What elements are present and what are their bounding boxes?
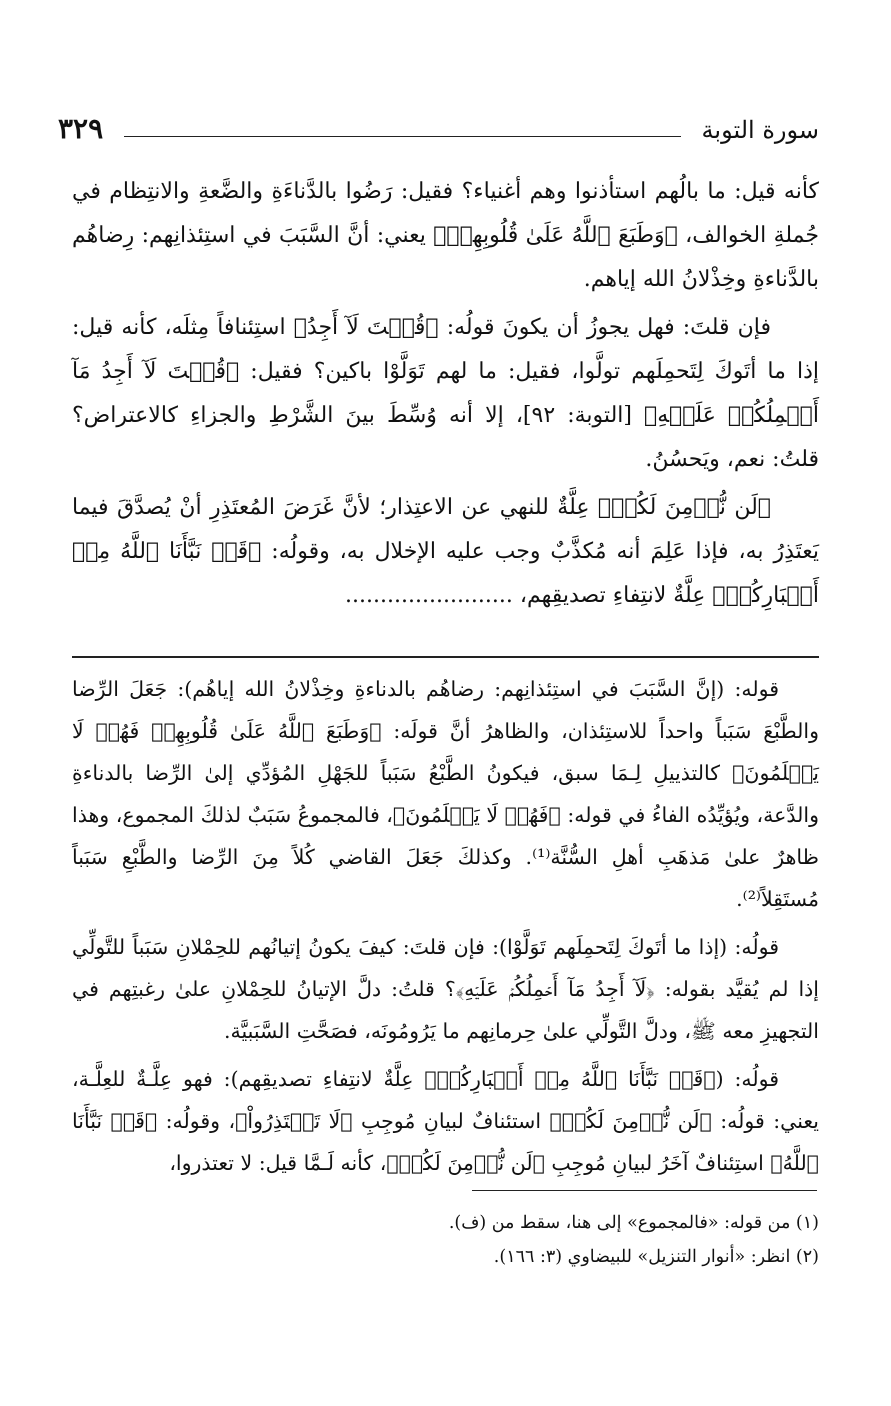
main-paragraph-3: ﴿لَن نُّؤۡمِنَ لَكُمۡ﴾ عِلَّةٌ للنهي عن الاعتِذار؛ لأنَّ غَرَضَ المُعتَذِرِ أنْ يُصدَّقَ فيما يَعتَذِرُ به، فإذا عَلِمَ أنه مُكذَّبٌ وجب عليه الإخلال به، وقولُه: ﴿قَدۡ نَبَّأَنَا ٱللَّهُ مِنۡ أَخۡبَارِكُمۡ﴾ عِلَّةٌ لانتِفاءِ تصديقِهم، ........................ <box>72 495 819 608</box>
footnote-2: (٢) انظر: «أنوار التنزيل» للبيضاوي (٣: ١٦٦). <box>493 1247 819 1267</box>
commentary-paragraph-2: قولُه: (إذا ما أتَوكَ لِتَحمِلَهم تَوَلَّوْا): فإن قلتَ: كيفَ يكونُ إتيانُهم للحِمْلانِ سَبَباً للتَّولِّي إذا لم يُقيَّد بقوله: ﴿لَآ أَجِدُ مَآ أَحۡمِلُكُمۡ عَلَيۡهِ﴾؟ قلتُ: دلَّ الإتيانُ للحِمْلانِ علىٰ رغبتِهم في التجهيزِ معه ﷺ، ودلَّ التَّولِّي علىٰ حِرمانِهم ما يَرُومُونَه، فصَحَّتِ السَّبَبيَّة. <box>72 935 819 1043</box>
commentary-paragraph-1: قوله: (إنَّ السَّبَبَ في استِئذانِهم: رضاهُم بالدناءةِ وخِذْلانُ الله إياهُم): جَعَلَ الرِّضا والطَّبْعَ سَبَباً واحداً للاستِئذان، والظاهرُ أنَّ قولَه: ﴿وَطَبَعَ ٱللَّهُ عَلَىٰ قُلُوبِهِمۡ فَهُمۡ لَا يَعۡلَمُونَ﴾ كالتذييلِ لِـمَا سبق، فيكونُ الطَّبْعُ سَبَباً للجَهْلِ المُؤدِّي إلىٰ الرِّضا بالدناءةِ والدَّعة، ويُؤيِّدُه الفاءُ في قوله: ﴿فَهُمۡ لَا يَعۡلَمُونَ﴾، فالمجموعُ سَبَبٌ لذلكَ المجموع، وهذا ظاهرٌ علىٰ مَذهَبِ أهلِ السُّنَّة⁽¹⁾. وكذلكَ جَعَلَ القاضي كُلاً مِنَ الرِّضا والطَّبْعِ سَبَباً مُستَقِلاً⁽²⁾. <box>72 677 819 911</box>
main-paragraph-2: فإن قلتَ: فهل يجوزُ أن يكونَ قولُه: ﴿قُلۡتَ لَآ أَجِدُ﴾ استِئنافاً مِثلَه، كأنه قيل: إذا ما أتَوكَ لِتَحمِلَهم تولَّوا، فقيل: ما لهم تَوَلَّوْا باكين؟ فقيل: ﴿قُلۡتَ لَآ أَجِدُ مَآ أَحۡمِلُكُمۡ عَلَيۡهِ﴾ [التوبة: ٩٢]، إلا أنه وُسِّطَ بينَ الشَّرْطِ والجزاءِ كالاعتراض؟ قلتُ: نعم، ويَحسُنُ. <box>72 315 819 472</box>
main-text <box>72 170 819 622</box>
footnote-divider <box>472 1190 817 1191</box>
main-commentary-divider <box>72 656 819 658</box>
footnotes <box>72 1206 819 1274</box>
header-rule <box>124 136 681 137</box>
page-header <box>58 112 819 152</box>
footnote-1: (١) من قوله: «فالمجموع» إلى هنا، سقط من (ف). <box>448 1213 819 1233</box>
page-number: ٣٢٩ <box>58 112 104 145</box>
commentary-paragraph-3: قولُه: (﴿قَدۡ نَبَّأَنَا ٱللَّهُ مِنۡ أَخۡبَارِكُمۡ﴾ عِلَّةٌ لانتِفاءِ تصديقِهم): فهو عِلَّـةٌ للعِلَّـة، يعني: قولُه: ﴿لَن نُّؤۡمِنَ لَكُمۡ﴾ استئنافٌ لبيانِ مُوجِبِ ﴿لَا تَعۡتَذِرُواْ﴾، وقولُه: ﴿قَدۡ نَبَّأَنَا ٱللَّهُ﴾ استِئنافٌ آخَرُ لبيانِ مُوجِبِ ﴿لَن نُّؤۡمِنَ لَكُمۡ﴾، كأنه لَـمَّا قيل: لا تعتذروا، <box>72 1067 819 1175</box>
surah-title: سورة التوبة <box>701 116 819 144</box>
commentary-text <box>72 668 819 1190</box>
main-paragraph-1: كأنه قيل: ما بالُهم استأذنوا وهم أغنياء؟ فقيل: رَضُوا بالدَّناءَةِ والضَّعةِ والانتِظام في جُملةِ الخوالف، ﴿وَطَبَعَ ٱللَّهُ عَلَىٰ قُلُوبِهِمۡ﴾ يعني: أنَّ السَّبَبَ في استِئذانِهم: رِضاهُم بالدَّناءةِ وخِذْلانُ الله إياهم. <box>72 179 819 292</box>
